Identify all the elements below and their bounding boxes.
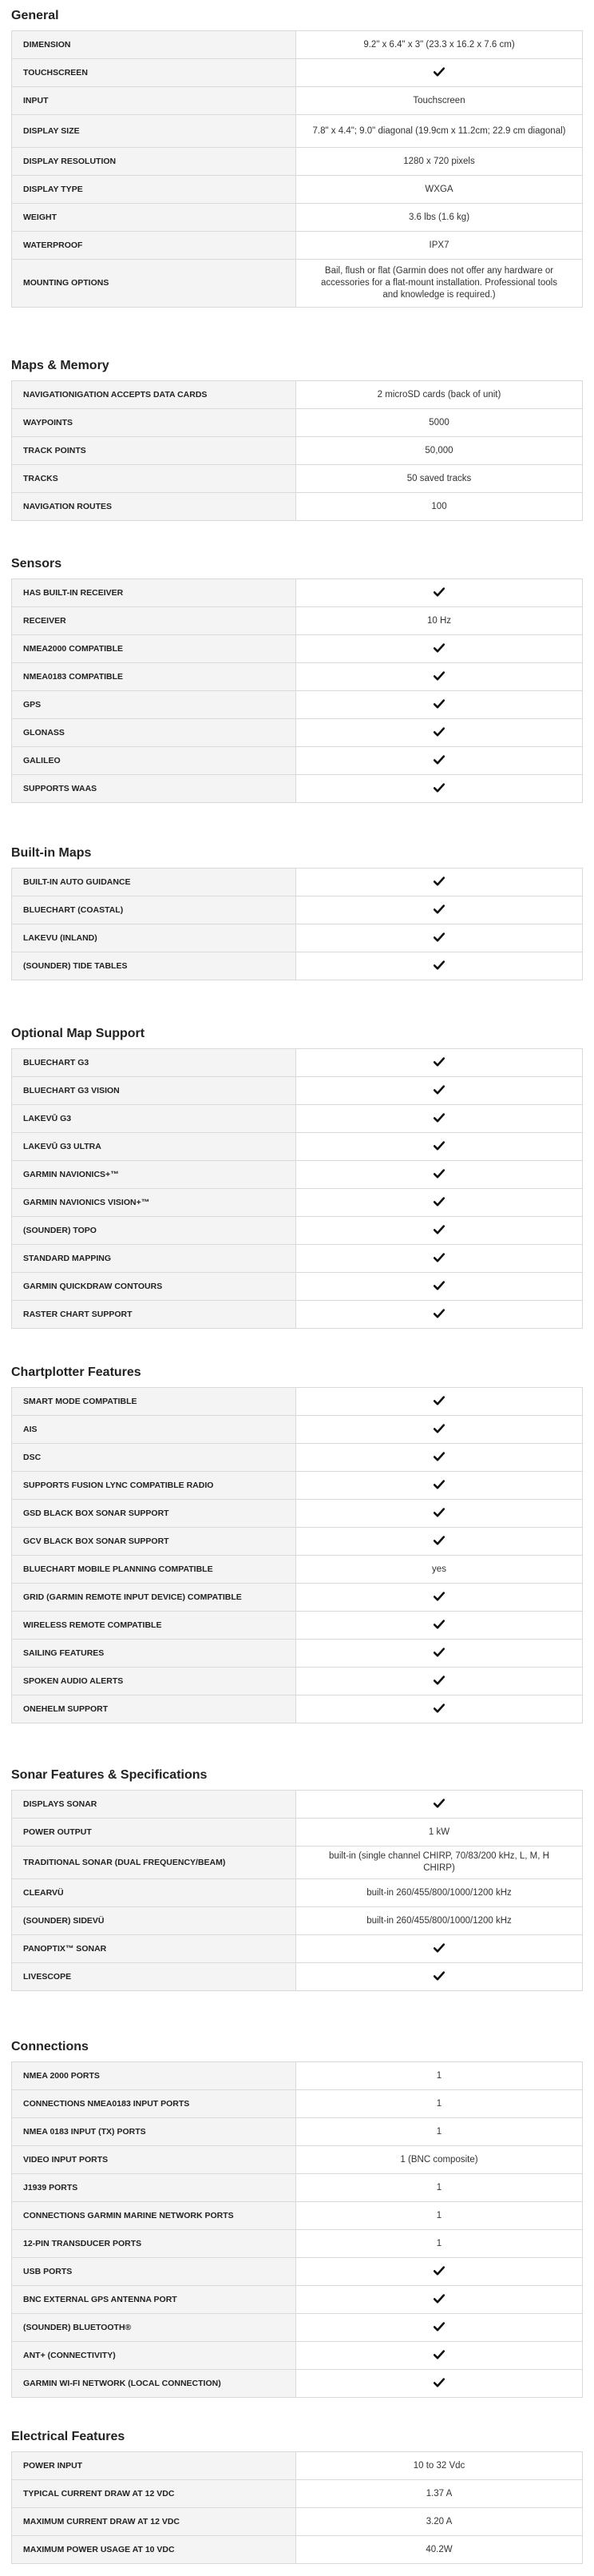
table-row [12, 1217, 583, 1245]
checkmark-icon [434, 1676, 445, 1685]
section-title: Sonar Features & Specifications [11, 1768, 208, 1782]
table-row [12, 381, 583, 409]
checkmark-icon [434, 932, 445, 942]
spec-table [11, 380, 583, 521]
spec-value-check [296, 1791, 583, 1819]
spec-label: DSC [12, 1444, 296, 1472]
table-row [12, 1133, 583, 1161]
spec-value-check [296, 719, 583, 747]
spec-label: POWER INPUT [12, 2452, 296, 2480]
spec-table [11, 1790, 583, 1991]
spec-label: BLUECHART (COASTAL) [12, 896, 296, 924]
table-row [12, 1791, 583, 1819]
spec-value-check [296, 1189, 583, 1217]
spec-label: WIRELESS REMOTE COMPATIBLE [12, 1612, 296, 1640]
section-title: Optional Map Support [11, 1027, 145, 1040]
spec-label: RASTER CHART SUPPORT [12, 1301, 296, 1329]
spec-label: BLUECHART MOBILE PLANNING COMPATIBLE [12, 1556, 296, 1584]
checkmark-icon [434, 671, 445, 681]
spec-label: MAXIMUM CURRENT DRAW AT 12 VDC [12, 2508, 296, 2536]
checkmark-icon [434, 1281, 445, 1290]
spec-table [11, 30, 583, 308]
table-row [12, 2174, 583, 2202]
table-row [12, 607, 583, 635]
checkmark-icon [434, 1620, 445, 1629]
spec-label: NAVIGATIONIGATION ACCEPTS DATA CARDS [12, 381, 296, 409]
table-row [12, 1245, 583, 1273]
section-title: Built-in Maps [11, 846, 92, 860]
section-title: Sensors [11, 557, 62, 570]
checkmark-icon [434, 1943, 445, 1953]
section-general [11, 8, 583, 308]
table-row [12, 2370, 583, 2398]
spec-label: SPOKEN AUDIO ALERTS [12, 1668, 296, 1695]
checkmark-icon [434, 1309, 445, 1318]
spec-value: WXGA [296, 176, 583, 204]
checkmark-icon [434, 2350, 445, 2359]
spec-label: NMEA0183 COMPATIBLE [12, 663, 296, 691]
table-row [12, 1301, 583, 1329]
spec-label: DISPLAY SIZE [12, 115, 296, 148]
spec-value-check [296, 1444, 583, 1472]
checkmark-icon [434, 1971, 445, 1981]
checkmark-icon [434, 1508, 445, 1517]
spec-table [11, 2451, 583, 2564]
spec-value-check [296, 1217, 583, 1245]
spec-value-check [296, 2314, 583, 2342]
spec-label: BLUECHART G3 VISION [12, 1077, 296, 1105]
spec-value: 2 microSD cards (back of unit) [296, 381, 583, 409]
spec-value-check [296, 1612, 583, 1640]
spec-value: yes [296, 1556, 583, 1584]
spec-value: 100 [296, 493, 583, 521]
table-row [12, 87, 583, 115]
checkmark-icon [434, 1424, 445, 1433]
spec-label: GARMIN WI-FI NETWORK (LOCAL CONNECTION) [12, 2370, 296, 2398]
spec-label: BLUECHART G3 [12, 1049, 296, 1077]
spec-value: 1 (BNC composite) [296, 2146, 583, 2174]
table-row [12, 2146, 583, 2174]
spec-value-check [296, 1584, 583, 1612]
spec-value-check [296, 1935, 583, 1963]
table-row [12, 1472, 583, 1500]
section-electrical-features [11, 2429, 583, 2564]
spec-label: (SOUNDER) TIDE TABLES [12, 952, 296, 980]
spec-value-check [296, 1640, 583, 1668]
spec-value: built-in 260/455/800/1000/1200 kHz [296, 1879, 583, 1907]
checkmark-icon [434, 1480, 445, 1489]
table-row [12, 2202, 583, 2230]
table-row [12, 1528, 583, 1556]
spec-value: 1 [296, 2118, 583, 2146]
spec-label: LAKEVŪ G3 [12, 1105, 296, 1133]
spec-value: Bail, flush or flat (Garmin does not offer any hardware or accessories for a flat-mount installation. Professional tools and knowledge is required.) [296, 260, 583, 308]
spec-value: 9.2" x 6.4" x 3" (23.3 x 16.2 x 7.6 cm) [296, 31, 583, 59]
checkmark-icon [434, 1536, 445, 1545]
spec-label: TRACK POINTS [12, 437, 296, 465]
table-row [12, 952, 583, 980]
spec-label: SUPPORTS WAAS [12, 775, 296, 803]
spec-label: ONEHELM SUPPORT [12, 1695, 296, 1723]
table-row [12, 1584, 583, 1612]
spec-value: 1 [296, 2062, 583, 2090]
spec-value-check [296, 775, 583, 803]
table-row [12, 1273, 583, 1301]
spec-label: (SOUNDER) BLUETOOTH® [12, 2314, 296, 2342]
spec-label: TRACKS [12, 465, 296, 493]
spec-table [11, 578, 583, 803]
checkmark-icon [434, 1057, 445, 1067]
table-row [12, 204, 583, 232]
table-row [12, 775, 583, 803]
spec-label: STANDARD MAPPING [12, 1245, 296, 1273]
section-sonar-features-specifications [11, 1767, 583, 1991]
spec-label: ANT+ (CONNECTIVITY) [12, 2342, 296, 2370]
spec-label: HAS BUILT-IN RECEIVER [12, 579, 296, 607]
table-row [12, 1907, 583, 1935]
spec-value-check [296, 1528, 583, 1556]
spec-value: 1 kW [296, 1819, 583, 1847]
spec-label: TYPICAL CURRENT DRAW AT 12 VDC [12, 2480, 296, 2508]
table-row [12, 31, 583, 59]
spec-value-check [296, 2258, 583, 2286]
table-row [12, 719, 583, 747]
spec-label: NMEA2000 COMPATIBLE [12, 635, 296, 663]
spec-label: INPUT [12, 87, 296, 115]
spec-value-check [296, 1245, 583, 1273]
section-connections [11, 2039, 583, 2398]
spec-label: NMEA 0183 INPUT (TX) PORTS [12, 2118, 296, 2146]
table-row [12, 2508, 583, 2536]
spec-value-check [296, 1963, 583, 1991]
table-row [12, 2452, 583, 2480]
spec-value-check [296, 663, 583, 691]
spec-label: LIVESCOPE [12, 1963, 296, 1991]
spec-label: POWER OUTPUT [12, 1819, 296, 1847]
spec-label: NAVIGATION ROUTES [12, 493, 296, 521]
spec-table [11, 2061, 583, 2398]
spec-label: LAKEVŪ G3 ULTRA [12, 1133, 296, 1161]
table-row [12, 409, 583, 437]
checkmark-icon [434, 904, 445, 914]
checkmark-icon [434, 783, 445, 793]
spec-label: BNC EXTERNAL GPS ANTENNA PORT [12, 2286, 296, 2314]
spec-value-check [296, 1695, 583, 1723]
spec-label: DISPLAYS SONAR [12, 1791, 296, 1819]
table-row [12, 691, 583, 719]
spec-label: SMART MODE COMPATIBLE [12, 1388, 296, 1416]
spec-value-check [296, 1472, 583, 1500]
spec-value: built-in (single channel CHIRP, 70/83/200 kHz, L, M, H CHIRP) [296, 1847, 583, 1879]
table-row [12, 924, 583, 952]
table-row [12, 1668, 583, 1695]
section-title: Electrical Features [11, 2430, 125, 2443]
spec-value: 1 [296, 2230, 583, 2258]
spec-value: 50 saved tracks [296, 465, 583, 493]
table-row [12, 1049, 583, 1077]
spec-label: AIS [12, 1416, 296, 1444]
spec-value-check [296, 2370, 583, 2398]
table-row [12, 1388, 583, 1416]
spec-label: (SOUNDER) SIDEVÜ [12, 1907, 296, 1935]
checkmark-icon [434, 960, 445, 970]
spec-label: RECEIVER [12, 607, 296, 635]
spec-value: 40.2W [296, 2536, 583, 2564]
spec-value-check [296, 1668, 583, 1695]
section-chartplotter-features [11, 1365, 583, 1723]
spec-value: 1 [296, 2174, 583, 2202]
checkmark-icon [434, 2378, 445, 2387]
spec-value-check [296, 59, 583, 87]
spec-value: 10 to 32 Vdc [296, 2452, 583, 2480]
table-row [12, 1444, 583, 1472]
table-row [12, 59, 583, 87]
section-optional-map-support [11, 1026, 583, 1329]
spec-label: USB PORTS [12, 2258, 296, 2286]
table-row [12, 176, 583, 204]
table-row [12, 2230, 583, 2258]
spec-label: WEIGHT [12, 204, 296, 232]
checkmark-icon [434, 877, 445, 886]
spec-value-check [296, 635, 583, 663]
table-row [12, 2258, 583, 2286]
spec-label: GLONASS [12, 719, 296, 747]
table-row [12, 1105, 583, 1133]
spec-value: 1 [296, 2090, 583, 2118]
spec-label: (SOUNDER) TOPO [12, 1217, 296, 1245]
spec-value-check [296, 1133, 583, 1161]
spec-label: MOUNTING OPTIONS [12, 260, 296, 308]
spec-label: GARMIN NAVIONICS VISION+™ [12, 1189, 296, 1217]
spec-label: 12-PIN TRANSDUCER PORTS [12, 2230, 296, 2258]
section-title: General [11, 9, 59, 22]
spec-value-check [296, 896, 583, 924]
checkmark-icon [434, 2322, 445, 2332]
section-title: Connections [11, 2040, 89, 2053]
section-title: Chartplotter Features [11, 1366, 141, 1379]
table-row [12, 1416, 583, 1444]
spec-label: CONNECTIONS GARMIN MARINE NETWORK PORTS [12, 2202, 296, 2230]
checkmark-icon [434, 1085, 445, 1095]
checkmark-icon [434, 67, 445, 77]
spec-label: WATERPROOF [12, 232, 296, 260]
spec-table [11, 868, 583, 980]
table-row [12, 1847, 583, 1879]
spec-value: built-in 260/455/800/1000/1200 kHz [296, 1907, 583, 1935]
table-row [12, 1500, 583, 1528]
table-row [12, 2480, 583, 2508]
spec-table [11, 1048, 583, 1329]
spec-label: GARMIN QUICKDRAW CONTOURS [12, 1273, 296, 1301]
spec-value: 10 Hz [296, 607, 583, 635]
spec-value-check [296, 1388, 583, 1416]
table-row [12, 2286, 583, 2314]
spec-label: BUILT-IN AUTO GUIDANCE [12, 869, 296, 896]
spec-value-check [296, 1500, 583, 1528]
spec-value: 1.37 A [296, 2480, 583, 2508]
checkmark-icon [434, 587, 445, 597]
spec-label: GRID (GARMIN REMOTE INPUT DEVICE) COMPATIBLE [12, 1584, 296, 1612]
table-row [12, 2062, 583, 2090]
spec-value-check [296, 579, 583, 607]
spec-value-check [296, 1416, 583, 1444]
table-row [12, 115, 583, 148]
table-row [12, 579, 583, 607]
spec-label: CONNECTIONS NMEA0183 INPUT PORTS [12, 2090, 296, 2118]
table-row [12, 1189, 583, 1217]
spec-value: 7.8" x 4.4"; 9.0" diagonal (19.9cm x 11.2cm; 22.9 cm diagonal) [296, 115, 583, 148]
spec-value: 1 [296, 2202, 583, 2230]
spec-value-check [296, 1105, 583, 1133]
spec-value: IPX7 [296, 232, 583, 260]
table-row [12, 1935, 583, 1963]
checkmark-icon [434, 643, 445, 653]
table-row [12, 493, 583, 521]
checkmark-icon [434, 1197, 445, 1207]
checkmark-icon [434, 699, 445, 709]
checkmark-icon [434, 1169, 445, 1179]
table-row [12, 1640, 583, 1668]
table-row [12, 1819, 583, 1847]
table-row [12, 635, 583, 663]
table-row [12, 1161, 583, 1189]
spec-label: DIMENSION [12, 31, 296, 59]
spec-value-check [296, 691, 583, 719]
table-row [12, 2536, 583, 2564]
spec-value: 5000 [296, 409, 583, 437]
spec-label: LAKEVU (INLAND) [12, 924, 296, 952]
spec-table [11, 1387, 583, 1723]
checkmark-icon [434, 1703, 445, 1713]
table-row [12, 896, 583, 924]
spec-value-check [296, 747, 583, 775]
spec-label: DISPLAY TYPE [12, 176, 296, 204]
checkmark-icon [434, 1113, 445, 1123]
spec-label: PANOPTIX™ SONAR [12, 1935, 296, 1963]
spec-label: TOUCHSCREEN [12, 59, 296, 87]
table-row [12, 465, 583, 493]
spec-label: VIDEO INPUT PORTS [12, 2146, 296, 2174]
spec-label: SUPPORTS FUSION LYNC COMPATIBLE RADIO [12, 1472, 296, 1500]
spec-value-check [296, 1049, 583, 1077]
table-row [12, 1077, 583, 1105]
spec-label: GALILEO [12, 747, 296, 775]
spec-value: 3.20 A [296, 2508, 583, 2536]
spec-value: Touchscreen [296, 87, 583, 115]
spec-label: GSD BLACK BOX SONAR SUPPORT [12, 1500, 296, 1528]
section-title: Maps & Memory [11, 359, 109, 372]
checkmark-icon [434, 2294, 445, 2304]
spec-label: GPS [12, 691, 296, 719]
checkmark-icon [434, 1799, 445, 1808]
spec-value-check [296, 2286, 583, 2314]
table-row [12, 1963, 583, 1991]
table-row [12, 260, 583, 308]
spec-label: NMEA 2000 PORTS [12, 2062, 296, 2090]
table-row [12, 148, 583, 176]
checkmark-icon [434, 755, 445, 765]
spec-value-check [296, 1161, 583, 1189]
spec-value-check [296, 952, 583, 980]
spec-label: DISPLAY RESOLUTION [12, 148, 296, 176]
checkmark-icon [434, 1452, 445, 1461]
spec-value-check [296, 1077, 583, 1105]
table-row [12, 2090, 583, 2118]
checkmark-icon [434, 1225, 445, 1234]
spec-value-check [296, 924, 583, 952]
spec-value-check [296, 1273, 583, 1301]
checkmark-icon [434, 1396, 445, 1405]
table-row [12, 2118, 583, 2146]
table-row [12, 437, 583, 465]
spec-label: J1939 PORTS [12, 2174, 296, 2202]
table-row [12, 1612, 583, 1640]
table-row [12, 2342, 583, 2370]
table-row [12, 1556, 583, 1584]
spec-label: SAILING FEATURES [12, 1640, 296, 1668]
spec-label: MAXIMUM POWER USAGE AT 10 VDC [12, 2536, 296, 2564]
checkmark-icon [434, 2266, 445, 2276]
spec-label: GCV BLACK BOX SONAR SUPPORT [12, 1528, 296, 1556]
spec-label: GARMIN NAVIONICS+™ [12, 1161, 296, 1189]
checkmark-icon [434, 1141, 445, 1151]
spec-value: 1280 x 720 pixels [296, 148, 583, 176]
table-row [12, 2314, 583, 2342]
table-row [12, 869, 583, 896]
spec-value-check [296, 2342, 583, 2370]
table-row [12, 1879, 583, 1907]
table-row [12, 663, 583, 691]
checkmark-icon [434, 727, 445, 737]
spec-value: 3.6 lbs (1.6 kg) [296, 204, 583, 232]
spec-value: 50,000 [296, 437, 583, 465]
spec-label: TRADITIONAL SONAR (DUAL FREQUENCY/BEAM) [12, 1847, 296, 1879]
spec-value-check [296, 1301, 583, 1329]
section-sensors [11, 556, 583, 803]
checkmark-icon [434, 1648, 445, 1657]
section-built-in-maps [11, 845, 583, 980]
spec-label: WAYPOINTS [12, 409, 296, 437]
spec-label: CLEARVÜ [12, 1879, 296, 1907]
checkmark-icon [434, 1592, 445, 1601]
checkmark-icon [434, 1253, 445, 1262]
table-row [12, 1695, 583, 1723]
section-maps-memory [11, 358, 583, 521]
spec-value-check [296, 869, 583, 896]
table-row [12, 747, 583, 775]
table-row [12, 232, 583, 260]
